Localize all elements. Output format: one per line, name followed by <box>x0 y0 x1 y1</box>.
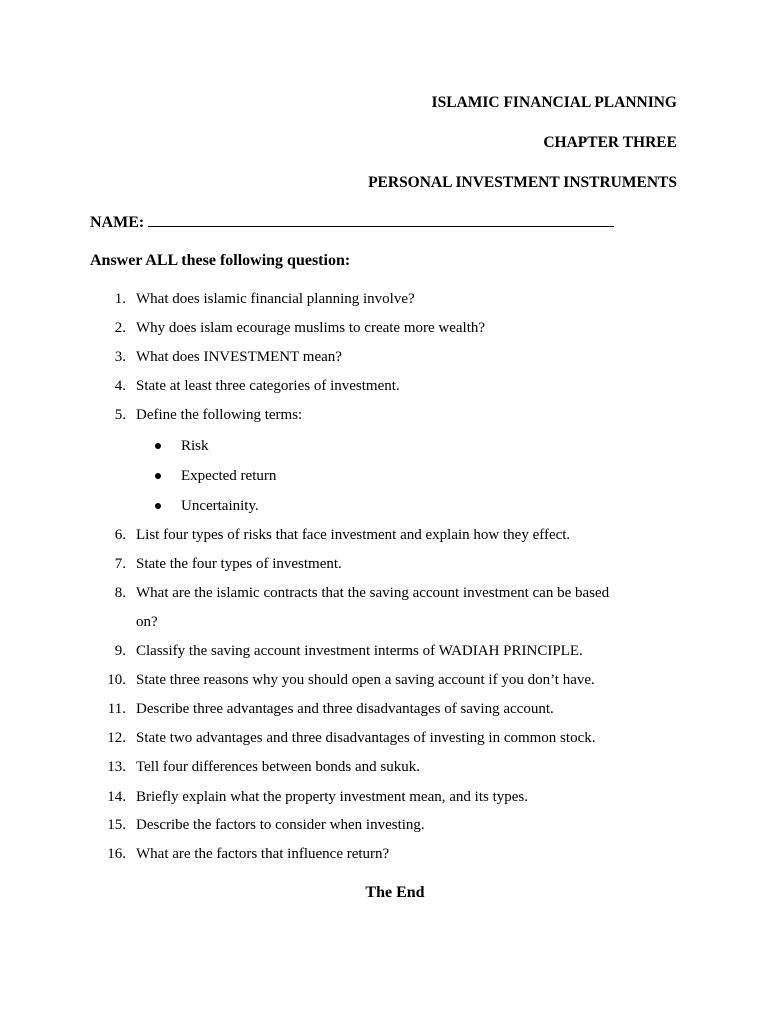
question-item <box>100 845 700 863</box>
question-item <box>100 584 700 602</box>
question-number: 6. <box>114 527 126 543</box>
question-item <box>100 319 700 337</box>
question-text: State at least three categories of investment. <box>136 378 400 394</box>
document-footer: The End <box>365 884 425 901</box>
question-number: 12. <box>107 730 126 746</box>
name-blank-line <box>148 212 614 227</box>
question-text: Tell four differences between bonds and sukuk. <box>136 759 421 775</box>
question-text: Describe the factors to consider when investing. <box>136 817 425 833</box>
question-text: State the four types of investment. <box>136 556 342 572</box>
question-item <box>100 700 700 718</box>
term-text: Risk <box>181 438 209 454</box>
question-number: 15. <box>107 817 126 833</box>
question-text: What are the factors that influence return? <box>136 846 390 862</box>
question-number: 5. <box>114 407 126 423</box>
question-item <box>100 729 700 747</box>
instructions: Answer ALL these following question: <box>90 252 351 269</box>
question-text: Briefly explain what the property investment mean, and its types. <box>136 789 528 805</box>
question-number: 7. <box>114 556 126 572</box>
question-text-continued: on? <box>136 614 158 630</box>
question-number: 4. <box>114 378 126 394</box>
question-item <box>100 406 700 424</box>
question-item <box>100 348 700 366</box>
question-item <box>100 290 700 308</box>
question-item <box>100 555 700 573</box>
name-field <box>90 212 614 232</box>
question-text: State two advantages and three disadvantages of investing in common stock. <box>136 730 596 746</box>
question-number: 11. <box>107 701 126 717</box>
question-number: 13. <box>107 759 126 775</box>
term-text: Uncertainity. <box>181 498 259 514</box>
chapter-heading: CHAPTER THREE <box>543 134 677 151</box>
question-text: Classify the saving account investment interms of WADIAH PRINCIPLE. <box>136 643 583 659</box>
document-title: ISLAMIC FINANCIAL PLANNING <box>431 94 677 111</box>
term-text: Expected return <box>181 468 277 484</box>
question-number: 10. <box>107 672 126 688</box>
question-text: Define the following terms: <box>136 407 303 423</box>
question-item <box>100 788 700 806</box>
question-number: 3. <box>114 349 126 365</box>
question-text: What does INVESTMENT mean? <box>136 349 342 365</box>
question-text: What are the islamic contracts that the saving account investment can be based <box>136 585 610 601</box>
name-label: NAME: <box>90 214 145 231</box>
topic-heading: PERSONAL INVESTMENT INSTRUMENTS <box>368 174 677 191</box>
bullet-icon <box>155 443 161 449</box>
question-item <box>100 526 700 544</box>
question-text: What does islamic financial planning involve? <box>136 291 415 307</box>
question-number: 2. <box>114 320 126 336</box>
question-item <box>100 642 700 660</box>
question-number: 1. <box>114 291 126 307</box>
bullet-icon <box>155 503 161 509</box>
question-item <box>100 816 700 834</box>
question-text: State three reasons why you should open a saving account if you don’t have. <box>136 672 595 688</box>
question-number: 9. <box>114 643 126 659</box>
question-item <box>100 758 700 776</box>
question-text: Why does islam ecourage muslims to create more wealth? <box>136 320 486 336</box>
question-text: List four types of risks that face investment and explain how they effect. <box>136 527 571 543</box>
bullet-icon <box>155 473 161 479</box>
question-item <box>100 377 700 395</box>
question-continuation <box>100 613 700 631</box>
question-number: 14. <box>107 789 126 805</box>
question-number: 8. <box>114 585 126 601</box>
question-text: Describe three advantages and three disadvantages of saving account. <box>136 701 554 717</box>
question-number: 16. <box>107 846 126 862</box>
question-item <box>100 671 700 689</box>
